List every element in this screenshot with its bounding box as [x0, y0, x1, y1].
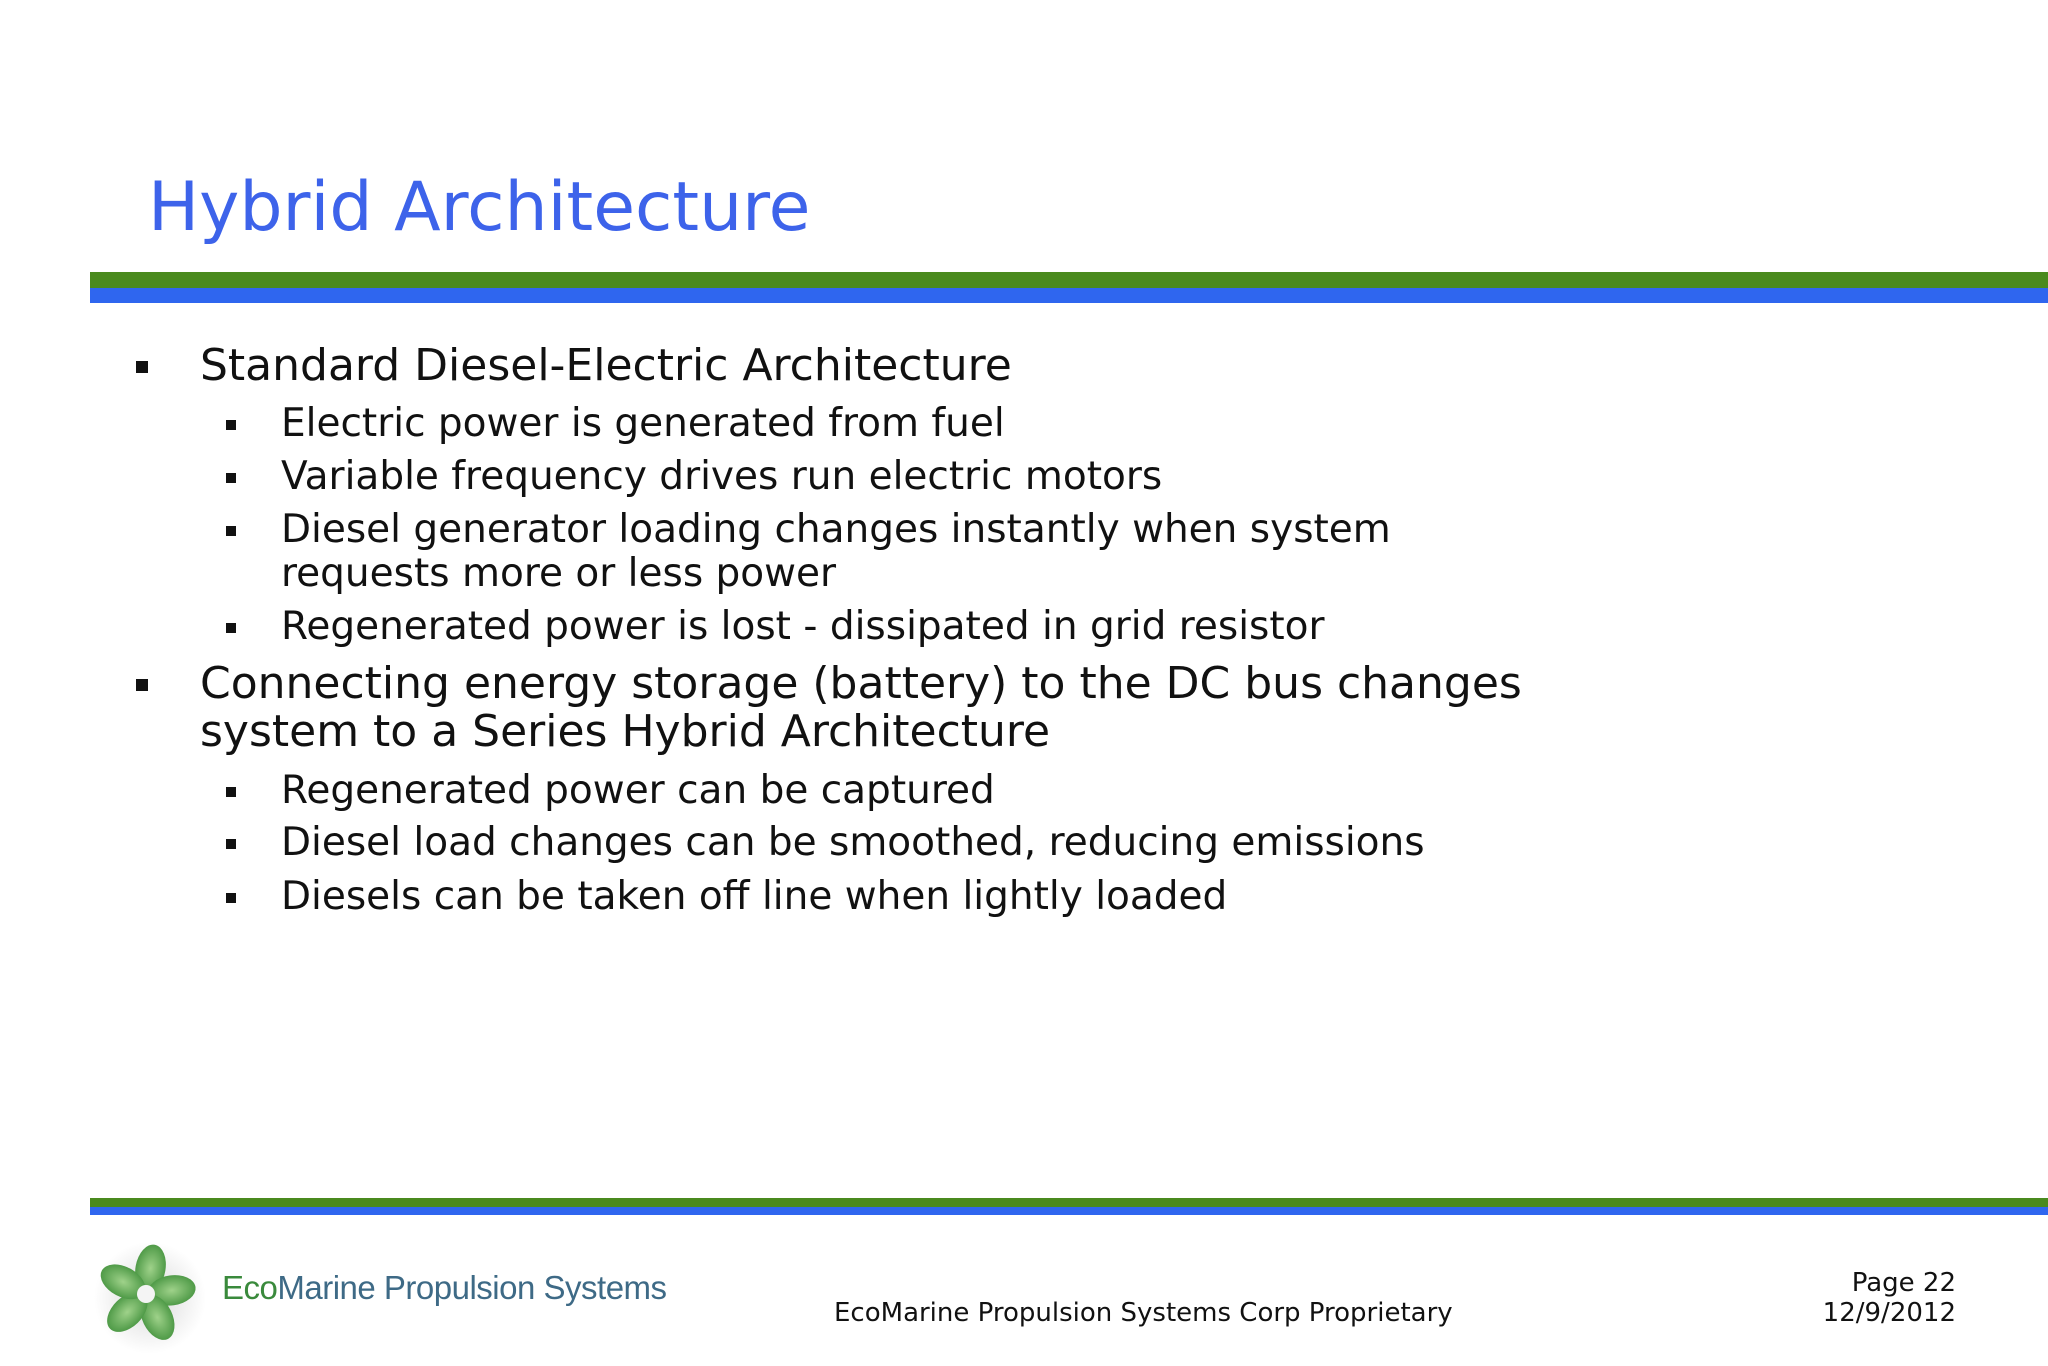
slide-title: Hybrid Architecture [148, 168, 811, 247]
page-info [1823, 1268, 1956, 1328]
bullet-marker [226, 473, 236, 483]
bullet-text: Regenerated power is lost - dissipated in grid resistor [281, 604, 1325, 649]
slide-date: 12/9/2012 [1822, 1298, 1956, 1328]
bullet-item [200, 660, 1522, 756]
header-rule-blue [90, 288, 2048, 303]
footer-rule-green [90, 1198, 2048, 1207]
bullet-marker [226, 526, 236, 536]
bullet-text: Variable frequency drives run electric motors [281, 454, 1163, 499]
bullet-marker [226, 839, 236, 849]
bullet-text: Standard Diesel-Electric Architecture [200, 340, 1012, 391]
pinwheel-leaf-logo-icon [90, 1236, 210, 1356]
bullet-text: Electric power is generated from fuel [281, 401, 1005, 446]
bullet-marker [226, 787, 236, 797]
header-rule-green [90, 272, 2048, 288]
bullet-marker [136, 361, 148, 373]
bullet-text-line-1: Connecting energy storage (battery) to the DC bus changes [200, 658, 1522, 709]
bullet-item [281, 821, 1425, 865]
bullet-text-line-2: requests more or less power [281, 551, 837, 596]
company-logo-text [222, 1268, 667, 1308]
bullet-text: Diesels can be taken off line when lightly loaded [281, 874, 1228, 919]
bullet-item [281, 402, 1005, 446]
page-number: Page 22 [1851, 1268, 1956, 1298]
bullet-marker [136, 679, 148, 691]
bullet-item [281, 605, 1325, 649]
bullet-item [200, 342, 1012, 390]
bullet-marker [226, 623, 236, 633]
bullet-item [281, 508, 1391, 596]
bullet-marker [226, 420, 236, 430]
bullet-item [281, 875, 1227, 919]
bullet-text: Regenerated power can be captured [281, 768, 995, 813]
bullet-item [281, 769, 995, 813]
bullet-text: Diesel load changes can be smoothed, reducing emissions [281, 820, 1425, 865]
bullet-text-line-2: system to a Series Hybrid Architecture [200, 706, 1051, 757]
proprietary-notice: EcoMarine Propulsion Systems Corp Proprietary [834, 1298, 1453, 1328]
bullet-marker [226, 893, 236, 903]
bullet-text-line-1: Diesel generator loading changes instantly when system [281, 507, 1391, 552]
footer-rule-blue [90, 1207, 2048, 1215]
logo-text-rest: Marine Propulsion Systems [277, 1269, 667, 1306]
logo-text-eco: Eco [222, 1269, 278, 1306]
bullet-item [281, 455, 1162, 499]
